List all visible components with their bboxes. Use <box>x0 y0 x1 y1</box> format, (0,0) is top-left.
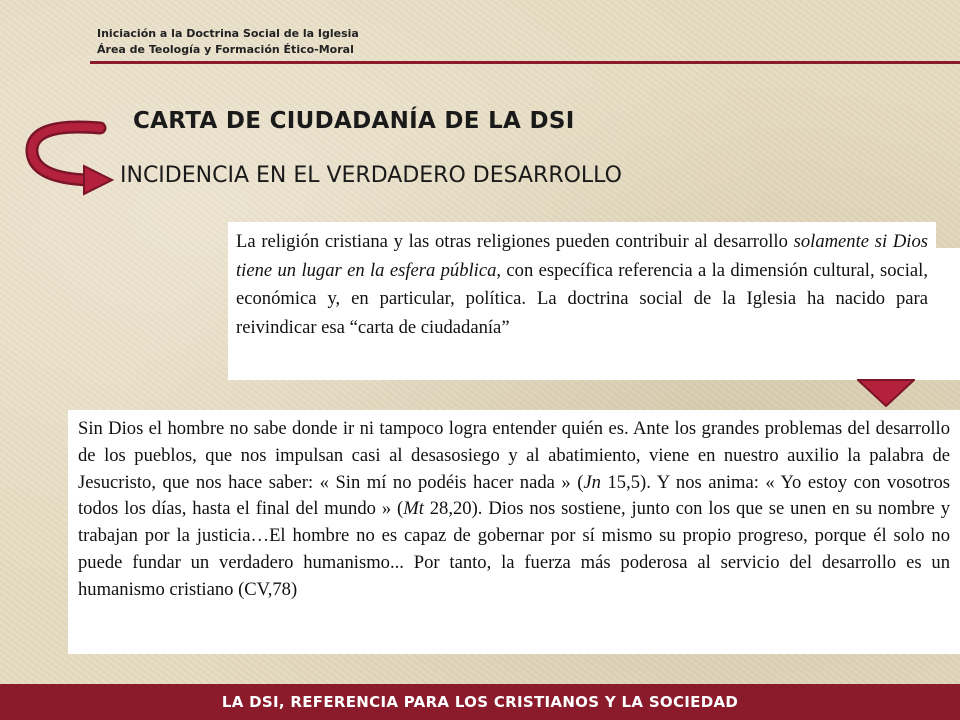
curved-arrow-icon <box>20 112 120 196</box>
slide-title: CARTA DE CIUDADANÍA DE LA DSI <box>133 108 575 134</box>
quote-text-part: 28,20). Dios nos sostiene, junto con los que se unen en su nombre y trabajan por la justicia…El hombre no es capaz de gobernar por sí mismo su propio progreso, porque él solo no puede fundar un verdadero humanismo... Por tanto, la fuerza más poderosa al servicio del desarrollo es un humanismo cristiano (CV,78) <box>78 498 950 600</box>
bible-reference: Mt <box>403 498 424 520</box>
header-divider <box>90 61 960 64</box>
quote-text-part: La religión cristiana y las otras religiones pueden contribuir al desarrollo <box>236 231 794 252</box>
course-area: Área de Teología y Formación Ético-Moral <box>97 43 354 56</box>
course-header <box>97 26 359 58</box>
footer-text: LA DSI, REFERENCIA PARA LOS CRISTIANOS Y LA SOCIEDAD <box>221 693 739 711</box>
quote-text-part: Sin Dios el hombre no sabe donde ir ni tampoco logra entender quién es. Ante los grandes problemas del desarrollo de los pueblos, que nos impulsan casi al desasosiego y al abatimiento, viene en nuestro auxilio la palabra de Jesucristo, que nos hace saber: « Sin mí no podéis hacer nada » ( <box>78 418 950 493</box>
quote-text-part: , con específica referencia a la dimensión cultural, social, económica y, en particular, política. La doctrina social de la Iglesia ha nacido para reivindicar esa “carta de ciudadanía” <box>236 259 928 338</box>
footer-banner <box>0 684 960 720</box>
quote-box-humanism <box>68 410 960 654</box>
down-triangle-icon <box>857 379 915 407</box>
quote-box-religion <box>228 222 936 380</box>
quote-text-emphasis: solamente si Dios tiene un lugar en la esfera pública <box>236 231 928 281</box>
quote-box-tab <box>936 248 960 380</box>
bible-reference: Jn <box>583 471 601 493</box>
slide-subtitle: INCIDENCIA EN EL VERDADERO DESARROLLO <box>120 163 622 188</box>
course-title: Iniciación a la Doctrina Social de la Iglesia <box>97 27 359 40</box>
quote-text-part: 15,5). Y nos anima: « Yo estoy con vosotros todos los días, hasta el final del mundo » ( <box>78 471 950 520</box>
